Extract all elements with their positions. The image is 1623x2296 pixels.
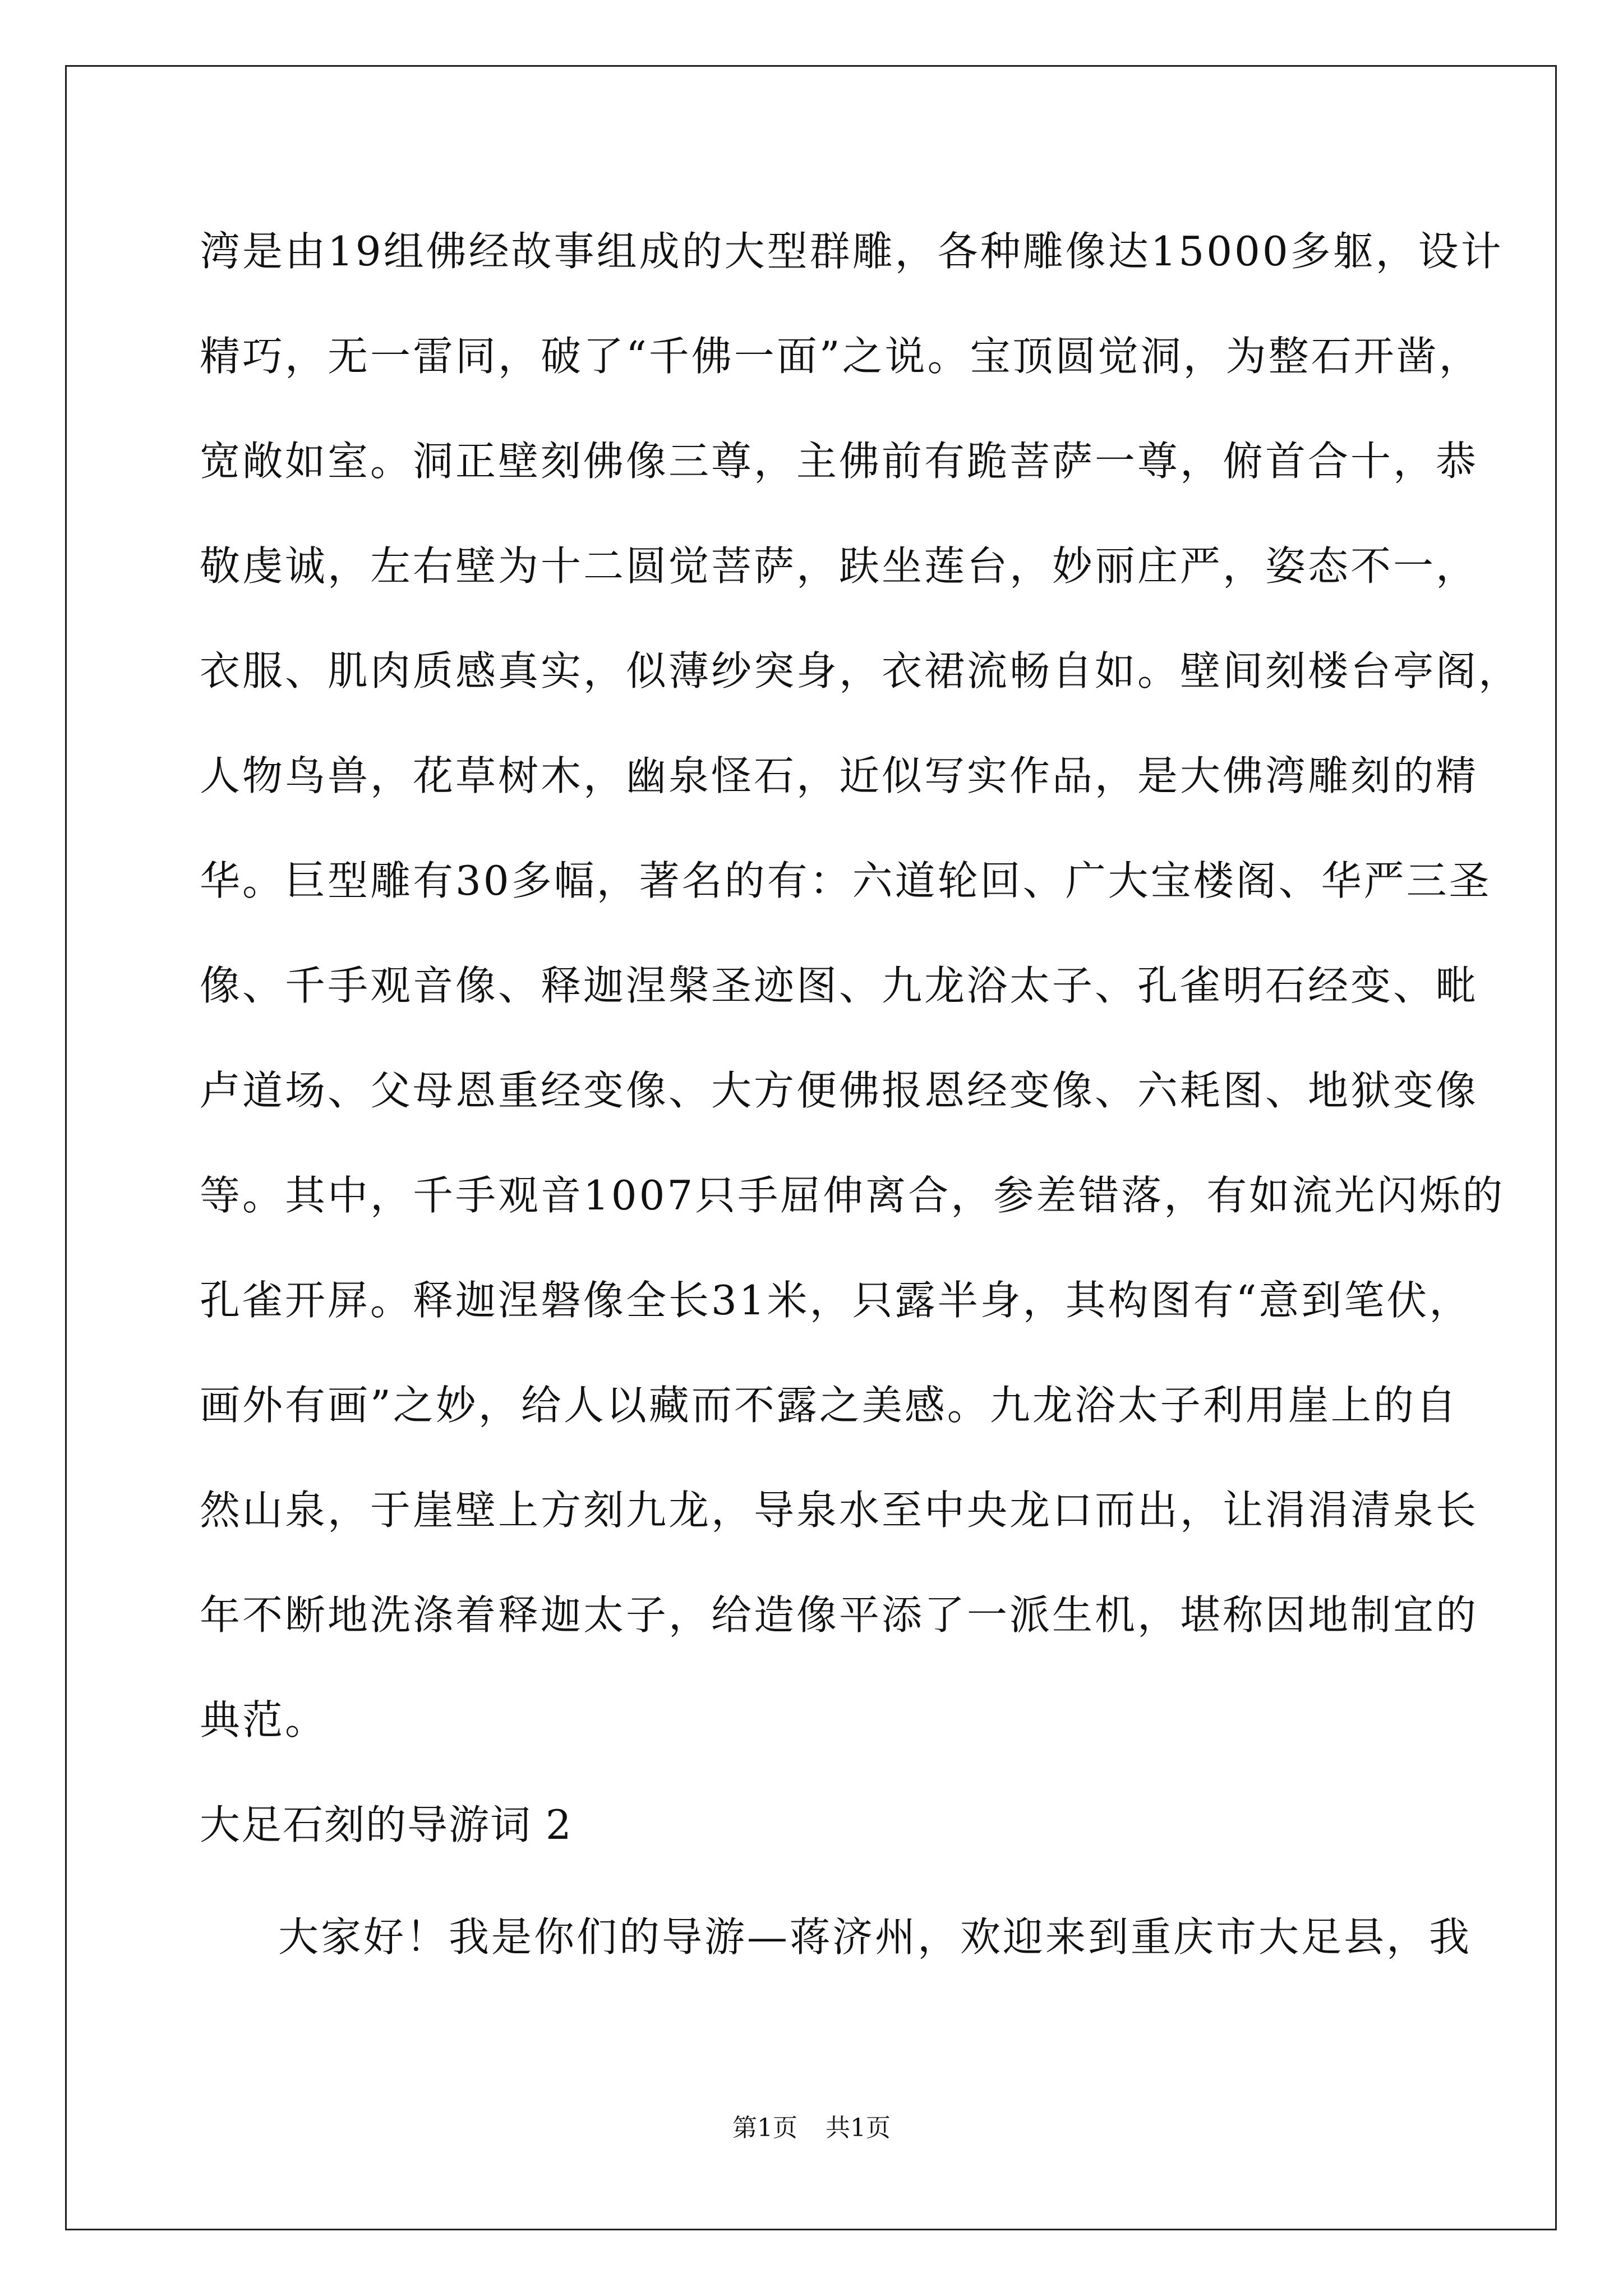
body-line: 湾是由19组佛经故事组成的大型群雕，各种雕像达15000多躯，设计 — [200, 228, 1504, 275]
body-line: 卢道场、父母恩重经变像、大方便佛报恩经变像、六耗图、地狱变像 — [200, 1067, 1479, 1114]
body-line: 典范。 — [200, 1696, 328, 1743]
page-footer — [0, 2111, 1623, 2145]
body-line: 华。巨型雕有30多幅，著名的有：六道轮回、广大宝楼阁、华严三圣 — [200, 857, 1492, 904]
page-number-current: 第1页 — [732, 2114, 797, 2142]
body-line: 人物鸟兽，花草树木，幽泉怪石，近似写实作品，是大佛湾雕刻的精 — [200, 752, 1479, 799]
body-line: 精巧，无一雷同，破了“千佛一面”之说。宝顶圆觉洞，为整石开凿， — [200, 333, 1482, 380]
body-line: 敬虔诚，左右壁为十二圆觉菩萨，趺坐莲台，妙丽庄严，姿态不一， — [200, 542, 1479, 590]
body-line: 然山泉，于崖壁上方刻九龙，导泉水至中央龙口而出，让涓涓清泉长 — [200, 1487, 1479, 1534]
section-heading: 大足石刻的导游词 2 — [200, 1801, 573, 1848]
body-line: 衣服、肌肉质感真实，似薄纱突身，衣裙流畅自如。壁间刻楼台亭阁， — [200, 647, 1521, 694]
intro-line: 大家好！我是你们的导游—蒋济州，欢迎来到重庆市大足县，我 — [278, 1913, 1472, 1961]
page-number-total: 共1页 — [826, 2114, 891, 2142]
body-line: 宽敞如室。洞正壁刻佛像三尊，主佛前有跪菩萨一尊，俯首合十，恭 — [200, 438, 1479, 485]
body-line: 年不断地洗涤着释迦太子，给造像平添了一派生机，堪称因地制宜的 — [200, 1591, 1479, 1639]
body-line: 画外有画”之妙，给人以藏而不露之美感。九龙浴太子利用崖上的自 — [200, 1382, 1459, 1429]
document-body — [200, 218, 1521, 2008]
body-line: 等。其中，千手观音1007只手屈伸离合，参差错落，有如流光闪烁的 — [200, 1172, 1505, 1219]
body-line: 像、千手观音像、释迦涅槃圣迹图、九龙浴太子、孔雀明石经变、毗 — [200, 962, 1479, 1009]
body-line: 孔雀开屏。释迦涅磐像全长31米，只露半身，其构图有“意到笔伏， — [200, 1277, 1472, 1324]
